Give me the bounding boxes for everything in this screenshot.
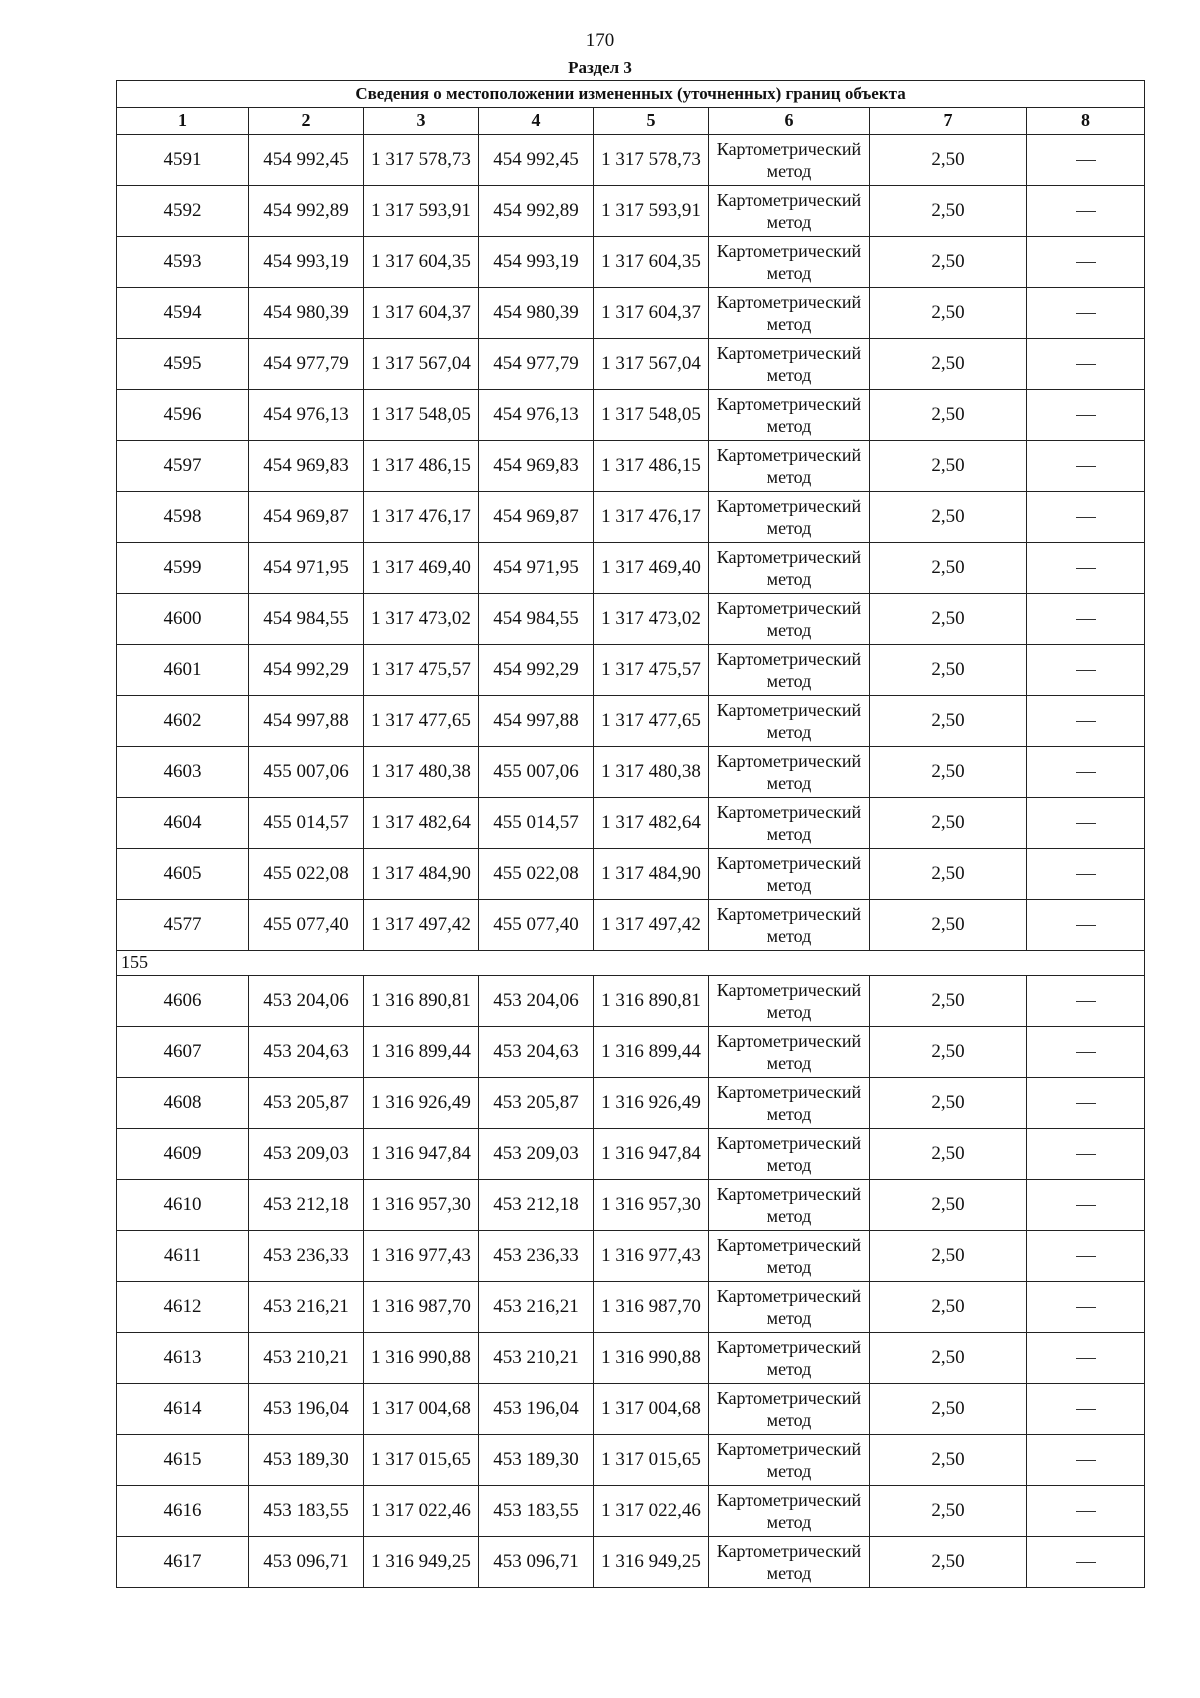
table-row <box>117 1537 1145 1588</box>
cell-col-5: 1 317 476,17 <box>594 492 709 543</box>
cell-col-3: 1 316 890,81 <box>364 976 479 1027</box>
cell-col-8 <box>1027 849 1145 900</box>
cell-col-1: 4609 <box>117 1129 249 1180</box>
cell-col-1: 4610 <box>117 1180 249 1231</box>
column-header-4: 4 <box>479 108 594 135</box>
cell-col-5: 1 317 469,40 <box>594 543 709 594</box>
cell-col-1: 4603 <box>117 747 249 798</box>
dash-mark <box>1076 1562 1096 1563</box>
cell-col-2: 453 210,21 <box>249 1333 364 1384</box>
cell-col-1: 4593 <box>117 237 249 288</box>
cell-col-3: 1 317 475,57 <box>364 645 479 696</box>
cell-col-8 <box>1027 1486 1145 1537</box>
cell-col-8 <box>1027 135 1145 186</box>
cell-col-8 <box>1027 900 1145 951</box>
cell-col-2: 453 189,30 <box>249 1435 364 1486</box>
cell-col-8 <box>1027 1231 1145 1282</box>
cell-col-3: 1 317 482,64 <box>364 798 479 849</box>
cell-col-3: 1 317 022,46 <box>364 1486 479 1537</box>
cell-col-6: Картометрический метод <box>709 976 870 1027</box>
cell-col-8 <box>1027 1333 1145 1384</box>
cell-col-4: 453 196,04 <box>479 1384 594 1435</box>
cell-col-5: 1 316 957,30 <box>594 1180 709 1231</box>
cell-col-2: 453 205,87 <box>249 1078 364 1129</box>
cell-col-8 <box>1027 492 1145 543</box>
table-row <box>117 1333 1145 1384</box>
cell-col-1: 4594 <box>117 288 249 339</box>
cell-col-6: Картометрический метод <box>709 849 870 900</box>
cell-col-4: 453 209,03 <box>479 1129 594 1180</box>
cell-col-4: 454 971,95 <box>479 543 594 594</box>
cell-col-1: 4598 <box>117 492 249 543</box>
cell-col-1: 4596 <box>117 390 249 441</box>
cell-col-7: 2,50 <box>870 237 1027 288</box>
table-row <box>117 1129 1145 1180</box>
cell-col-5: 1 317 578,73 <box>594 135 709 186</box>
cell-col-7: 2,50 <box>870 1129 1027 1180</box>
cell-col-3: 1 317 477,65 <box>364 696 479 747</box>
cell-col-6: Картометрический метод <box>709 696 870 747</box>
cell-col-6: Картометрический метод <box>709 339 870 390</box>
column-header-8: 8 <box>1027 108 1145 135</box>
dash-mark <box>1076 1154 1096 1155</box>
cell-col-1: 4615 <box>117 1435 249 1486</box>
cell-col-4: 453 212,18 <box>479 1180 594 1231</box>
dash-mark <box>1076 1409 1096 1410</box>
table-row <box>117 135 1145 186</box>
cell-col-8 <box>1027 237 1145 288</box>
cell-col-7: 2,50 <box>870 696 1027 747</box>
cell-col-7: 2,50 <box>870 645 1027 696</box>
cell-col-1: 4606 <box>117 976 249 1027</box>
cell-col-2: 454 992,45 <box>249 135 364 186</box>
cell-col-5: 1 317 548,05 <box>594 390 709 441</box>
dash-mark <box>1076 415 1096 416</box>
cell-col-8 <box>1027 339 1145 390</box>
column-header-6: 6 <box>709 108 870 135</box>
cell-col-2: 453 204,06 <box>249 976 364 1027</box>
cell-col-4: 453 216,21 <box>479 1282 594 1333</box>
cell-col-5: 1 317 593,91 <box>594 186 709 237</box>
cell-col-3: 1 316 926,49 <box>364 1078 479 1129</box>
table-row <box>117 186 1145 237</box>
cell-col-6: Картометрический метод <box>709 186 870 237</box>
cell-col-2: 454 971,95 <box>249 543 364 594</box>
cell-col-1: 4597 <box>117 441 249 492</box>
cell-col-8 <box>1027 747 1145 798</box>
cell-col-8 <box>1027 645 1145 696</box>
cell-col-5: 1 316 977,43 <box>594 1231 709 1282</box>
cell-col-2: 454 984,55 <box>249 594 364 645</box>
cell-col-4: 455 077,40 <box>479 900 594 951</box>
dash-mark <box>1076 313 1096 314</box>
cell-col-5: 1 317 497,42 <box>594 900 709 951</box>
cell-col-6: Картометрический метод <box>709 1333 870 1384</box>
cell-col-3: 1 317 604,37 <box>364 288 479 339</box>
cell-col-8 <box>1027 288 1145 339</box>
cell-col-3: 1 317 486,15 <box>364 441 479 492</box>
table-row <box>117 1486 1145 1537</box>
table-row <box>117 288 1145 339</box>
dash-mark <box>1076 568 1096 569</box>
cell-col-7: 2,50 <box>870 339 1027 390</box>
table-caption: Сведения о местоположении измененных (уточненных) границ объекта <box>117 81 1145 108</box>
cell-col-8 <box>1027 1129 1145 1180</box>
cell-col-1: 4591 <box>117 135 249 186</box>
table-row <box>117 1231 1145 1282</box>
cell-col-2: 455 022,08 <box>249 849 364 900</box>
cell-col-3: 1 317 593,91 <box>364 186 479 237</box>
dash-mark <box>1076 874 1096 875</box>
table-row <box>117 339 1145 390</box>
column-header-3: 3 <box>364 108 479 135</box>
cell-col-2: 455 014,57 <box>249 798 364 849</box>
cell-col-7: 2,50 <box>870 543 1027 594</box>
cell-col-5: 1 317 486,15 <box>594 441 709 492</box>
cell-col-1: 4617 <box>117 1537 249 1588</box>
dash-mark <box>1076 1460 1096 1461</box>
cell-col-4: 454 992,29 <box>479 645 594 696</box>
cell-col-5: 1 317 015,65 <box>594 1435 709 1486</box>
cell-col-4: 455 007,06 <box>479 747 594 798</box>
cell-col-2: 454 977,79 <box>249 339 364 390</box>
cell-col-5: 1 317 473,02 <box>594 594 709 645</box>
cell-col-2: 453 204,63 <box>249 1027 364 1078</box>
cell-col-6: Картометрический метод <box>709 900 870 951</box>
cell-col-5: 1 317 480,38 <box>594 747 709 798</box>
cell-col-5: 1 317 482,64 <box>594 798 709 849</box>
dash-mark <box>1076 721 1096 722</box>
cell-col-4: 454 976,13 <box>479 390 594 441</box>
cell-col-1: 4602 <box>117 696 249 747</box>
cell-col-5: 1 316 949,25 <box>594 1537 709 1588</box>
column-header-2: 2 <box>249 108 364 135</box>
cell-col-7: 2,50 <box>870 1333 1027 1384</box>
cell-col-7: 2,50 <box>870 747 1027 798</box>
dash-mark <box>1076 160 1096 161</box>
table-row <box>117 696 1145 747</box>
column-header-row <box>117 108 1145 135</box>
cell-col-1: 4592 <box>117 186 249 237</box>
dash-mark <box>1076 517 1096 518</box>
cell-col-3: 1 317 473,02 <box>364 594 479 645</box>
dash-mark <box>1076 925 1096 926</box>
dash-mark <box>1076 262 1096 263</box>
cell-col-4: 455 014,57 <box>479 798 594 849</box>
cell-col-1: 4611 <box>117 1231 249 1282</box>
cell-col-2: 453 096,71 <box>249 1537 364 1588</box>
cell-col-8 <box>1027 1384 1145 1435</box>
cell-col-7: 2,50 <box>870 441 1027 492</box>
column-header-5: 5 <box>594 108 709 135</box>
table-row <box>117 900 1145 951</box>
cell-col-4: 454 993,19 <box>479 237 594 288</box>
cell-col-6: Картометрический метод <box>709 1486 870 1537</box>
cell-col-1: 4599 <box>117 543 249 594</box>
cell-col-2: 454 997,88 <box>249 696 364 747</box>
cell-col-5: 1 316 987,70 <box>594 1282 709 1333</box>
cell-col-6: Картометрический метод <box>709 1384 870 1435</box>
table-body <box>117 81 1145 1588</box>
cell-col-6: Картометрический метод <box>709 1129 870 1180</box>
cell-col-8 <box>1027 186 1145 237</box>
dash-mark <box>1076 1511 1096 1512</box>
cell-col-3: 1 317 548,05 <box>364 390 479 441</box>
group-label-row <box>117 951 1145 976</box>
table-row <box>117 976 1145 1027</box>
cell-col-7: 2,50 <box>870 1231 1027 1282</box>
cell-col-5: 1 317 567,04 <box>594 339 709 390</box>
cell-col-5: 1 317 022,46 <box>594 1486 709 1537</box>
cell-col-7: 2,50 <box>870 798 1027 849</box>
column-header-1: 1 <box>117 108 249 135</box>
dash-mark <box>1076 619 1096 620</box>
cell-col-4: 454 997,88 <box>479 696 594 747</box>
table-row <box>117 390 1145 441</box>
cell-col-1: 4605 <box>117 849 249 900</box>
cell-col-1: 4600 <box>117 594 249 645</box>
cell-col-6: Картометрический метод <box>709 1537 870 1588</box>
dash-mark <box>1076 211 1096 212</box>
table-row <box>117 492 1145 543</box>
cell-col-8 <box>1027 1435 1145 1486</box>
cell-col-5: 1 317 475,57 <box>594 645 709 696</box>
section-title: Раздел 3 <box>568 58 632 77</box>
group-label: 155 <box>117 951 1145 976</box>
page-number: 170 <box>585 30 615 51</box>
table-row <box>117 849 1145 900</box>
cell-col-7: 2,50 <box>870 1078 1027 1129</box>
cell-col-8 <box>1027 441 1145 492</box>
cell-col-2: 453 183,55 <box>249 1486 364 1537</box>
cell-col-2: 454 993,19 <box>249 237 364 288</box>
cell-col-6: Картометрический метод <box>709 1435 870 1486</box>
cell-col-1: 4613 <box>117 1333 249 1384</box>
coordinates-table <box>116 80 1145 1588</box>
cell-col-3: 1 317 604,35 <box>364 237 479 288</box>
dash-mark <box>1076 364 1096 365</box>
dash-mark <box>1076 670 1096 671</box>
table-row <box>117 1078 1145 1129</box>
cell-col-2: 453 196,04 <box>249 1384 364 1435</box>
cell-col-2: 454 980,39 <box>249 288 364 339</box>
cell-col-2: 453 209,03 <box>249 1129 364 1180</box>
cell-col-6: Картометрический метод <box>709 237 870 288</box>
cell-col-5: 1 316 947,84 <box>594 1129 709 1180</box>
cell-col-4: 453 236,33 <box>479 1231 594 1282</box>
cell-col-7: 2,50 <box>870 900 1027 951</box>
cell-col-6: Картометрический метод <box>709 492 870 543</box>
cell-col-6: Картометрический метод <box>709 135 870 186</box>
cell-col-7: 2,50 <box>870 849 1027 900</box>
cell-col-2: 453 216,21 <box>249 1282 364 1333</box>
table-row <box>117 1180 1145 1231</box>
cell-col-4: 454 977,79 <box>479 339 594 390</box>
dash-mark <box>1076 772 1096 773</box>
cell-col-7: 2,50 <box>870 135 1027 186</box>
cell-col-1: 4607 <box>117 1027 249 1078</box>
cell-col-6: Картометрический метод <box>709 798 870 849</box>
cell-col-4: 453 204,06 <box>479 976 594 1027</box>
cell-col-2: 454 969,87 <box>249 492 364 543</box>
cell-col-7: 2,50 <box>870 1027 1027 1078</box>
cell-col-8 <box>1027 543 1145 594</box>
column-header-7: 7 <box>870 108 1027 135</box>
cell-col-2: 453 236,33 <box>249 1231 364 1282</box>
cell-col-3: 1 317 578,73 <box>364 135 479 186</box>
cell-col-3: 1 316 947,84 <box>364 1129 479 1180</box>
cell-col-4: 454 992,89 <box>479 186 594 237</box>
table-row <box>117 441 1145 492</box>
cell-col-7: 2,50 <box>870 288 1027 339</box>
cell-col-4: 453 205,87 <box>479 1078 594 1129</box>
cell-col-7: 2,50 <box>870 1180 1027 1231</box>
cell-col-6: Картометрический метод <box>709 288 870 339</box>
cell-col-3: 1 316 987,70 <box>364 1282 479 1333</box>
cell-col-1: 4616 <box>117 1486 249 1537</box>
cell-col-2: 454 969,83 <box>249 441 364 492</box>
cell-col-7: 2,50 <box>870 390 1027 441</box>
dash-mark <box>1076 1256 1096 1257</box>
dash-mark <box>1076 1307 1096 1308</box>
table-row <box>117 798 1145 849</box>
dash-mark <box>1076 466 1096 467</box>
cell-col-7: 2,50 <box>870 976 1027 1027</box>
cell-col-4: 453 183,55 <box>479 1486 594 1537</box>
dash-mark <box>1076 1205 1096 1206</box>
cell-col-4: 454 969,83 <box>479 441 594 492</box>
cell-col-4: 453 210,21 <box>479 1333 594 1384</box>
table-caption-row <box>117 81 1145 108</box>
cell-col-3: 1 316 899,44 <box>364 1027 479 1078</box>
cell-col-1: 4595 <box>117 339 249 390</box>
cell-col-3: 1 317 004,68 <box>364 1384 479 1435</box>
cell-col-1: 4601 <box>117 645 249 696</box>
dash-mark <box>1076 1001 1096 1002</box>
cell-col-7: 2,50 <box>870 1384 1027 1435</box>
table-row <box>117 237 1145 288</box>
cell-col-6: Картометрический метод <box>709 1027 870 1078</box>
cell-col-3: 1 317 497,42 <box>364 900 479 951</box>
dash-mark <box>1076 1358 1096 1359</box>
cell-col-5: 1 316 990,88 <box>594 1333 709 1384</box>
cell-col-8 <box>1027 798 1145 849</box>
table-row <box>117 747 1145 798</box>
cell-col-2: 454 992,29 <box>249 645 364 696</box>
dash-mark <box>1076 1052 1096 1053</box>
cell-col-7: 2,50 <box>870 186 1027 237</box>
cell-col-5: 1 316 899,44 <box>594 1027 709 1078</box>
cell-col-7: 2,50 <box>870 1537 1027 1588</box>
cell-col-4: 454 984,55 <box>479 594 594 645</box>
cell-col-5: 1 316 926,49 <box>594 1078 709 1129</box>
cell-col-5: 1 317 604,35 <box>594 237 709 288</box>
cell-col-6: Картометрический метод <box>709 594 870 645</box>
cell-col-4: 453 189,30 <box>479 1435 594 1486</box>
cell-col-2: 453 212,18 <box>249 1180 364 1231</box>
cell-col-4: 453 096,71 <box>479 1537 594 1588</box>
cell-col-1: 4614 <box>117 1384 249 1435</box>
cell-col-2: 454 976,13 <box>249 390 364 441</box>
cell-col-2: 454 992,89 <box>249 186 364 237</box>
cell-col-6: Картометрический метод <box>709 645 870 696</box>
cell-col-7: 2,50 <box>870 492 1027 543</box>
cell-col-3: 1 317 469,40 <box>364 543 479 594</box>
cell-col-6: Картометрический метод <box>709 1078 870 1129</box>
cell-col-8 <box>1027 1282 1145 1333</box>
cell-col-3: 1 317 567,04 <box>364 339 479 390</box>
cell-col-4: 454 969,87 <box>479 492 594 543</box>
cell-col-3: 1 317 015,65 <box>364 1435 479 1486</box>
cell-col-7: 2,50 <box>870 1486 1027 1537</box>
cell-col-6: Картометрический метод <box>709 441 870 492</box>
cell-col-6: Картометрический метод <box>709 1180 870 1231</box>
cell-col-8 <box>1027 1078 1145 1129</box>
cell-col-3: 1 317 484,90 <box>364 849 479 900</box>
cell-col-2: 455 077,40 <box>249 900 364 951</box>
cell-col-4: 455 022,08 <box>479 849 594 900</box>
table-row <box>117 1384 1145 1435</box>
dash-mark <box>1076 1103 1096 1104</box>
cell-col-7: 2,50 <box>870 1282 1027 1333</box>
cell-col-8 <box>1027 1537 1145 1588</box>
table-row <box>117 594 1145 645</box>
table-row <box>117 1435 1145 1486</box>
cell-col-4: 453 204,63 <box>479 1027 594 1078</box>
cell-col-1: 4612 <box>117 1282 249 1333</box>
table-row <box>117 1027 1145 1078</box>
cell-col-5: 1 317 477,65 <box>594 696 709 747</box>
cell-col-1: 4608 <box>117 1078 249 1129</box>
cell-col-6: Картометрический метод <box>709 747 870 798</box>
cell-col-6: Картометрический метод <box>709 1231 870 1282</box>
cell-col-3: 1 316 990,88 <box>364 1333 479 1384</box>
cell-col-1: 4577 <box>117 900 249 951</box>
cell-col-2: 455 007,06 <box>249 747 364 798</box>
cell-col-5: 1 317 004,68 <box>594 1384 709 1435</box>
table-row <box>117 645 1145 696</box>
cell-col-4: 454 980,39 <box>479 288 594 339</box>
cell-col-4: 454 992,45 <box>479 135 594 186</box>
cell-col-8 <box>1027 976 1145 1027</box>
cell-col-7: 2,50 <box>870 1435 1027 1486</box>
cell-col-5: 1 316 890,81 <box>594 976 709 1027</box>
cell-col-8 <box>1027 1027 1145 1078</box>
cell-col-3: 1 317 476,17 <box>364 492 479 543</box>
cell-col-5: 1 317 604,37 <box>594 288 709 339</box>
cell-col-6: Картометрический метод <box>709 390 870 441</box>
table-row <box>117 543 1145 594</box>
cell-col-8 <box>1027 696 1145 747</box>
cell-col-3: 1 316 949,25 <box>364 1537 479 1588</box>
cell-col-3: 1 316 957,30 <box>364 1180 479 1231</box>
cell-col-8 <box>1027 1180 1145 1231</box>
cell-col-1: 4604 <box>117 798 249 849</box>
table-row <box>117 1282 1145 1333</box>
cell-col-7: 2,50 <box>870 594 1027 645</box>
cell-col-3: 1 317 480,38 <box>364 747 479 798</box>
cell-col-8 <box>1027 390 1145 441</box>
cell-col-3: 1 316 977,43 <box>364 1231 479 1282</box>
cell-col-6: Картометрический метод <box>709 543 870 594</box>
cell-col-6: Картометрический метод <box>709 1282 870 1333</box>
cell-col-5: 1 317 484,90 <box>594 849 709 900</box>
dash-mark <box>1076 823 1096 824</box>
cell-col-8 <box>1027 594 1145 645</box>
